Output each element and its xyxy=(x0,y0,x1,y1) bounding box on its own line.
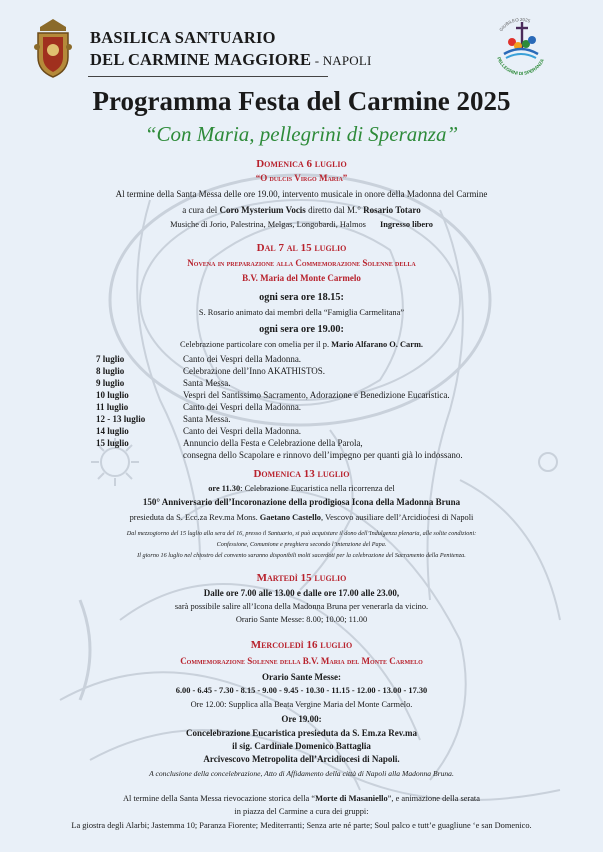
s5-final3: La giostra degli Alarbi; Jastemma 10; Paranza Fiorente; Mediterranti; Senza arte né parte; Soul palco e tutt’e guagliune ‘e san Domenico. xyxy=(71,821,532,830)
header-basilica: BASILICA SANTUARIO xyxy=(90,28,276,47)
schedule-event: Vespri del Santissimo Sacramento, Adorazione e Benedizione Eucaristica. xyxy=(183,390,450,400)
s3-line2: 150° Anniversario dell’Incoronazione della prodigiosa Icona della Madonna Bruna xyxy=(142,497,461,507)
schedule-day: 11 luglio xyxy=(96,402,129,412)
s5-affidamento: A conclusione della concelebrazione, Atto di Affidamento della città di Napoli alla Madonna Bruna. xyxy=(149,769,454,778)
page-subtitle: “Con Maria, pellegrini di Speranza” xyxy=(144,122,459,146)
s5-date: Mercoledì 16 luglio xyxy=(250,639,353,651)
s2-rosario: S. Rosario animato dai membri della “Famiglia Carmelitana” xyxy=(198,308,405,317)
header-divider xyxy=(88,76,328,77)
s1-line3: Musiche di Jorio, Palestrina, Melgas, Longobardi, Halmos Ingresso libero xyxy=(170,220,433,229)
s5-mass-times: 6.00 - 6.45 - 7.30 - 8.15 - 9.00 - 9.45 - 10.30 - 11.15 - 12.00 - 13.00 - 17.30 xyxy=(175,686,428,695)
s2-novena-line1: Novena in preparazione alla Commemorazione Solenne della xyxy=(187,258,416,268)
s5-commemorazione: Commemorazione Solenne della B.V. Maria del Monte Carmelo xyxy=(180,656,423,666)
s5-orario-label: Orario Sante Messe: xyxy=(262,672,341,682)
page-title: Programma Festa del Carmine 2025 xyxy=(92,86,511,116)
s2-novena-line2: B.V. Maria del Monte Carmelo xyxy=(242,273,361,283)
s3-note3: Il giorno 16 luglio nel chiostro del convento saranno disponibili molti sacerdoti per la celebrazione del Sacramento della Penitenza. xyxy=(137,552,466,559)
schedule-day: 14 luglio xyxy=(96,426,129,436)
s1-date: Domenica 6 luglio xyxy=(256,158,347,170)
svg-text:GIUBILEO 2025: GIUBILEO 2025 xyxy=(498,16,531,33)
schedule-event: Celebrazione dell’Inno AKATHISTOS. xyxy=(183,366,326,376)
schedule-day: 15 luglio xyxy=(96,438,129,448)
s2-celebrazione: Celebrazione particolare con omelia per il p. Mario Alfarano O. Carm. xyxy=(179,340,424,349)
s5-final1: Al termine della Santa Messa rievocazione storica della “Morte di Masaniello”, e animazione della serata xyxy=(123,794,480,803)
s3-line1: ore 11.30: Celebrazione Eucaristica nella ricorrenza del xyxy=(208,484,395,493)
s3-line3: presieduta da S. Ecc.za Rev.ma Mons. Gaetano Castello, Vescovo ausiliare dell’Arcidiocesi di Napoli xyxy=(129,513,474,522)
schedule-event: Santa Messa. xyxy=(183,378,231,388)
schedule-day: 10 luglio xyxy=(96,390,129,400)
s3-date: Domenica 13 luglio xyxy=(253,468,350,480)
s4-line1: Dalle ore 7.00 alle 13.00 e dalle ore 17.00 alle 23.00, xyxy=(203,588,400,598)
s5-conc1: Concelebrazione Eucaristica presieduta da S. Em.za Rev.ma xyxy=(185,728,418,738)
s4-date: Martedì 15 luglio xyxy=(256,572,347,584)
jubilee-2025-logo-icon xyxy=(490,14,552,76)
svg-text:PELLEGRINI DI SPERANZA: PELLEGRINI DI SPERANZA xyxy=(496,56,545,76)
basilica-crest-icon xyxy=(32,17,74,79)
s5-conc3: Arcivescovo Metropolita dell’Arcidiocesi di Napoli. xyxy=(203,754,400,764)
s2-date: Dal 7 al 15 luglio xyxy=(256,242,347,254)
schedule-day: 7 luglio xyxy=(96,354,125,364)
schedule-event: Annuncio della Festa e Celebrazione della Parola, xyxy=(183,438,363,448)
s2-ev1815: ogni sera ore 18.15: xyxy=(259,292,344,303)
schedule-day: 9 luglio xyxy=(96,378,125,388)
s2-ev1900: ogni sera ore 19.00: xyxy=(259,324,344,335)
s5-conc2: il sig. Cardinale Domenico Battaglia xyxy=(232,741,371,751)
s5-final2: in piazza del Carmine a cura dei gruppi: xyxy=(234,807,369,816)
s1-line1: Al termine della Santa Messa delle ore 19.00, intervento musicale in onore della Madonna del Carmine xyxy=(115,189,488,199)
schedule-event: Canto dei Vespri della Madonna. xyxy=(183,426,302,436)
schedule-day: 8 luglio xyxy=(96,366,125,376)
s4-line3: Orario Sante Messe: 8.00; 10.00; 11.00 xyxy=(235,615,368,624)
schedule-event: Canto dei Vespri della Madonna. xyxy=(183,402,302,412)
header-carmine: DEL CARMINE MAGGIORE - NAPOLI xyxy=(90,50,372,69)
s3-note2: Confessione, Comunione e preghiera secondo l’intenzione del Papa. xyxy=(216,541,387,548)
s1-line2: a cura del Coro Mysterium Vocis diretto dal M.° Rosario Totaro xyxy=(182,205,421,215)
schedule-event-cont: consegna dello Scapolare e rinnovo dell’impegno per quanti già lo indossano. xyxy=(183,450,463,460)
s5-ore19: Ore 19.00: xyxy=(281,714,322,724)
s1-subtitle: “O dulcis Virgo Maria” xyxy=(255,173,348,183)
s3-note1: Dal mezzogiorno del 15 luglio alla sera del 16, presso il Santuario, si può acquistare il dono dell’Indulgenza plenaria, alle solite condizioni: xyxy=(126,530,477,537)
schedule-event: Canto dei Vespri della Madonna. xyxy=(183,354,302,364)
schedule-event: Santa Messa. xyxy=(183,414,231,424)
s5-supplica: Ore 12.00: Supplica alla Beata Vergine Maria del Monte Carmelo. xyxy=(190,700,413,709)
s4-line2: sarà possibile salire all’Icona della Madonna Bruna per venerarla da vicino. xyxy=(174,602,429,611)
schedule-day: 12 - 13 luglio xyxy=(96,414,146,424)
header-city: - NAPOLI xyxy=(311,53,372,68)
